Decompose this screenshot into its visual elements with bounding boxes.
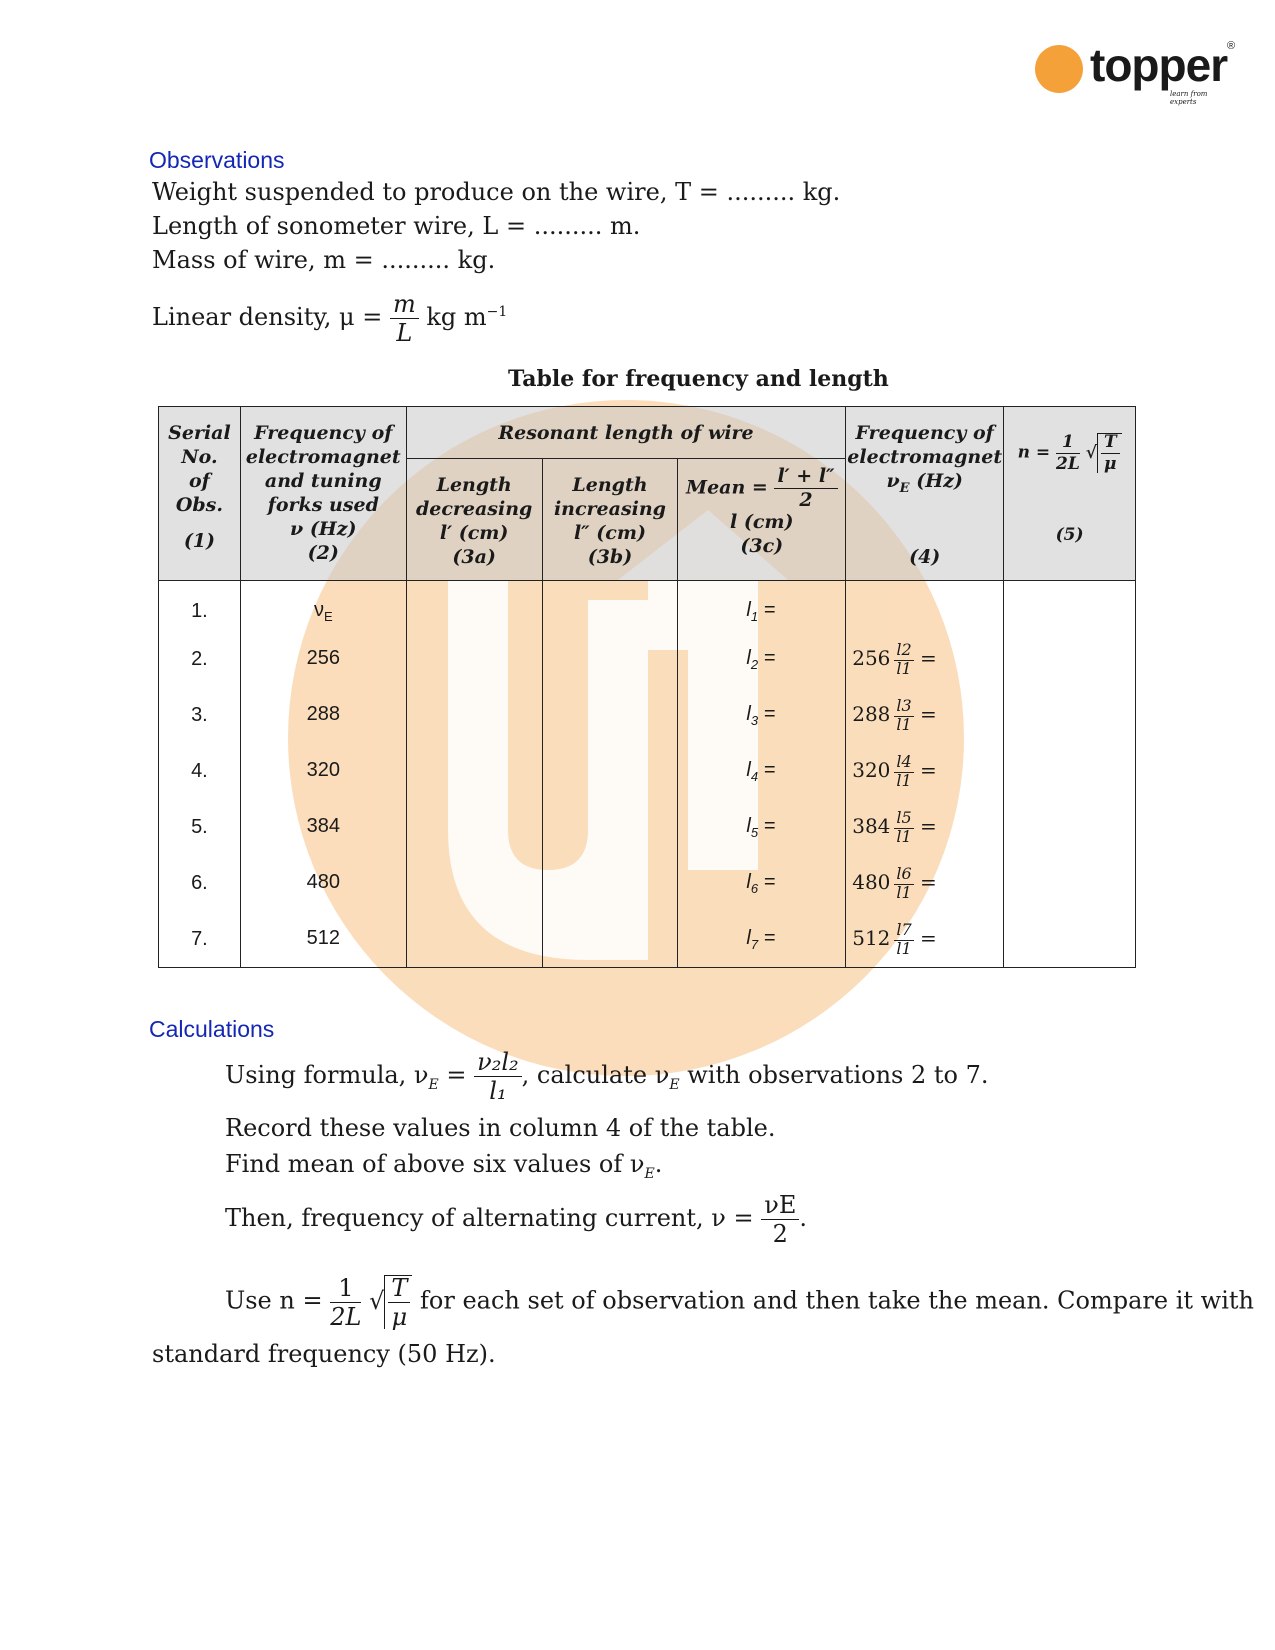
table-row bbox=[159, 581, 1136, 632]
header-dec-l2: decreasing bbox=[415, 498, 533, 520]
row-electromagnet-frequency: 384 $\frac{l5}{l1}$ = bbox=[846, 799, 1004, 855]
row-serial: 2. bbox=[159, 631, 241, 687]
header-inc-l2: increasing bbox=[553, 498, 666, 520]
header-fe-l2: electromagnet bbox=[847, 446, 1003, 468]
topper-logo bbox=[1035, 39, 1236, 106]
row-frequency bbox=[240, 581, 406, 632]
header-frequency bbox=[240, 407, 406, 581]
then-prefix: Then, frequency of alternating current, ν = bbox=[225, 1204, 754, 1232]
header-inc-l1: Length bbox=[572, 474, 648, 496]
calculations-heading: Calculations bbox=[149, 1016, 275, 1042]
header-dec-num: (3a) bbox=[452, 546, 496, 568]
row-length-increasing bbox=[542, 581, 678, 632]
row-l: l bbox=[746, 598, 751, 621]
row-n-value bbox=[1004, 631, 1136, 687]
row-ratio-den: l1 bbox=[896, 826, 912, 846]
then-num: νE bbox=[761, 1193, 799, 1220]
header-inc-num: (3b) bbox=[587, 546, 633, 568]
logo-registered-mark: ® bbox=[1227, 40, 1236, 52]
frequency-length-table bbox=[158, 406, 1136, 968]
row-fe-value: 288 bbox=[852, 701, 891, 726]
use-continuation: standard frequency (50 Hz). bbox=[152, 1340, 496, 1368]
formula-eq: = bbox=[446, 1061, 467, 1089]
header-n-frac bbox=[1056, 431, 1080, 474]
ac-frequency-line bbox=[225, 1193, 807, 1246]
row-length-decreasing bbox=[406, 687, 542, 743]
table-row bbox=[159, 799, 1136, 855]
formula-fraction bbox=[474, 1050, 522, 1103]
row-n-value bbox=[1004, 911, 1136, 968]
header-mean-unit: l (cm) bbox=[730, 511, 794, 533]
formula-line bbox=[225, 1050, 989, 1103]
row-ratio-den: l1 bbox=[896, 938, 912, 958]
then-end: . bbox=[799, 1204, 807, 1232]
density-unit: kg m bbox=[426, 303, 487, 331]
row-freq-value: 256 bbox=[306, 646, 340, 669]
header-serial-l4: Obs. bbox=[175, 494, 223, 516]
row-ratio bbox=[894, 639, 913, 678]
header-mean-den: 2 bbox=[799, 489, 813, 511]
row-serial: 5. bbox=[159, 799, 241, 855]
header-fe-nu: ν bbox=[886, 470, 900, 492]
row-ratio bbox=[894, 919, 913, 958]
density-prefix: Linear density, μ = bbox=[152, 303, 383, 331]
formula-den: l₁ bbox=[489, 1077, 507, 1105]
row-frequency bbox=[240, 855, 406, 911]
formula-suffix-b: with observations 2 to 7. bbox=[687, 1061, 989, 1089]
row-length-decreasing bbox=[406, 631, 542, 687]
row-l-sub: 7 bbox=[750, 936, 759, 952]
observations-heading: Observations bbox=[149, 147, 285, 173]
density-exp: −1 bbox=[486, 304, 508, 320]
formula-suffix-sub: E bbox=[669, 1076, 680, 1093]
header-n-sqrt: √ $\frac{T}{\mu}$ bbox=[1086, 433, 1122, 473]
header-serial-l3: of bbox=[188, 470, 210, 492]
row-length-decreasing bbox=[406, 799, 542, 855]
row-l-sub: 6 bbox=[750, 880, 759, 896]
header-serial-l2: No. bbox=[181, 446, 218, 468]
header-freq-l2: electromagnet bbox=[245, 446, 401, 468]
row-electromagnet-frequency: 256 $\frac{l2}{l1}$ = bbox=[846, 631, 1004, 687]
header-electromagnet-frequency bbox=[846, 407, 1004, 581]
row-fe-value: 256 bbox=[852, 645, 891, 670]
use-n-line bbox=[225, 1275, 1254, 1329]
row-n-value bbox=[1004, 855, 1136, 911]
row-freq-value: 480 bbox=[306, 870, 340, 893]
row-electromagnet-frequency bbox=[846, 581, 1004, 632]
use-num: 1 bbox=[330, 1276, 361, 1303]
row-ratio-den: l1 bbox=[896, 658, 912, 678]
formula-prefix: Using formula, ν bbox=[225, 1061, 429, 1089]
record-line: Record these values in column 4 of the table. bbox=[225, 1114, 776, 1142]
header-serial bbox=[159, 407, 241, 581]
table-row bbox=[159, 855, 1136, 911]
header-resonant-label: Resonant length of wire bbox=[498, 422, 754, 444]
row-length-increasing bbox=[542, 855, 678, 911]
row-n-value bbox=[1004, 743, 1136, 799]
header-n-formula bbox=[1004, 407, 1136, 581]
density-fraction bbox=[390, 292, 419, 345]
row-freq-sub: E bbox=[323, 608, 333, 624]
row-l: l bbox=[746, 758, 751, 781]
header-length-increasing bbox=[542, 459, 678, 581]
find-sub: E bbox=[644, 1165, 655, 1182]
row-l-sub: 5 bbox=[750, 824, 759, 840]
header-freq-l5: ν (Hz) bbox=[290, 518, 357, 540]
header-n-label: n = bbox=[1017, 442, 1051, 463]
header-n-num: 1 bbox=[1056, 434, 1080, 454]
header-n-rad-num: T bbox=[1101, 434, 1120, 454]
table-row bbox=[159, 687, 1136, 743]
row-l: l bbox=[746, 870, 751, 893]
row-electromagnet-frequency: 512 $\frac{l7}{l1}$ = bbox=[846, 911, 1004, 968]
table-row bbox=[159, 743, 1136, 799]
find-b: . bbox=[654, 1150, 663, 1178]
row-freq-value: ν bbox=[313, 598, 324, 621]
row-l-sub: 3 bbox=[750, 712, 759, 728]
use-prefix: Use n = bbox=[225, 1286, 323, 1315]
row-n-value bbox=[1004, 581, 1136, 632]
row-mean-length: $l_4$ = bbox=[678, 743, 846, 799]
logo-tagline: learn from experts bbox=[1170, 90, 1208, 106]
use-rad-num: T bbox=[388, 1276, 410, 1303]
row-freq-value: 512 bbox=[306, 926, 340, 949]
logo-badge-icon bbox=[1035, 45, 1083, 93]
row-ratio-num: l2 bbox=[896, 639, 912, 659]
header-freq-l1: Frequency of bbox=[254, 422, 393, 444]
row-fe-value: 512 bbox=[852, 925, 891, 950]
weight-line: Weight suspended to produce on the wire, T = ......... kg. bbox=[152, 178, 841, 206]
row-length-decreasing bbox=[406, 911, 542, 968]
table-title: Table for frequency and length bbox=[508, 366, 889, 392]
then-den: 2 bbox=[772, 1220, 788, 1248]
row-frequency bbox=[240, 631, 406, 687]
header-serial-l1: Serial bbox=[168, 422, 231, 444]
row-serial: 1. bbox=[159, 581, 241, 632]
find-a: Find mean of above six values of ν bbox=[225, 1150, 645, 1178]
row-length-increasing bbox=[542, 799, 678, 855]
header-n-rad-den: μ bbox=[1104, 454, 1117, 474]
table-row bbox=[159, 631, 1136, 687]
use-sqrt: √ $\frac{T}{\mu}$ bbox=[369, 1275, 412, 1329]
row-mean-length: $l_1$ = bbox=[678, 581, 846, 632]
header-mean-col: (3c) bbox=[740, 535, 784, 557]
row-mean-length: $l_3$ = bbox=[678, 687, 846, 743]
row-ratio-num: l3 bbox=[896, 695, 912, 715]
row-ratio-num: l6 bbox=[896, 863, 912, 883]
mass-line: Mass of wire, m = ......... kg. bbox=[152, 246, 496, 274]
find-mean-line bbox=[225, 1150, 662, 1182]
use-fraction bbox=[330, 1273, 362, 1331]
row-ratio-den: l1 bbox=[896, 714, 912, 734]
row-electromagnet-frequency: 288 $\frac{l3}{l1}$ = bbox=[846, 687, 1004, 743]
row-l: l bbox=[746, 646, 751, 669]
header-n-den: 2L bbox=[1056, 453, 1080, 474]
row-mean-length: $l_2$ = bbox=[678, 631, 846, 687]
row-l-sub: 1 bbox=[750, 608, 759, 624]
row-ratio bbox=[894, 751, 913, 790]
row-l: l bbox=[746, 926, 751, 949]
header-freq-num: (2) bbox=[307, 542, 339, 564]
row-ratio-num: l4 bbox=[896, 751, 912, 771]
header-fe-num: (4) bbox=[909, 545, 941, 568]
linear-density-line bbox=[152, 292, 507, 345]
row-length-increasing bbox=[542, 743, 678, 799]
row-frequency bbox=[240, 743, 406, 799]
row-length-decreasing bbox=[406, 855, 542, 911]
row-freq-value: 320 bbox=[306, 758, 340, 781]
formula-suffix-a: , calculate ν bbox=[521, 1061, 670, 1089]
header-mean-frac bbox=[774, 467, 837, 510]
header-resonant bbox=[406, 407, 845, 459]
row-fe-value: 320 bbox=[852, 757, 891, 782]
row-ratio bbox=[894, 863, 913, 902]
logo-text: topper bbox=[1090, 39, 1228, 91]
row-l: l bbox=[746, 702, 751, 725]
row-length-increasing bbox=[542, 911, 678, 968]
row-length-decreasing bbox=[406, 743, 542, 799]
header-fe-unit: (Hz) bbox=[916, 470, 963, 492]
row-l-sub: 2 bbox=[750, 656, 759, 672]
row-ratio-den: l1 bbox=[896, 770, 912, 790]
row-ratio-den: l1 bbox=[896, 882, 912, 902]
row-l: l bbox=[746, 814, 751, 837]
header-n-col: (5) bbox=[1055, 525, 1084, 545]
row-freq-value: 384 bbox=[306, 814, 340, 837]
row-ratio bbox=[894, 807, 913, 846]
row-ratio-num: l7 bbox=[896, 919, 912, 939]
use-suffix: for each set of observation and then take the mean. Compare it with bbox=[420, 1286, 1254, 1315]
header-mean bbox=[678, 459, 846, 581]
formula-num: ν₂l₂ bbox=[474, 1050, 522, 1077]
density-den: L bbox=[396, 319, 413, 347]
row-frequency bbox=[240, 911, 406, 968]
length-line: Length of sonometer wire, L = ......... m. bbox=[152, 212, 641, 240]
row-n-value bbox=[1004, 799, 1136, 855]
header-freq-l3: and tuning bbox=[264, 470, 382, 492]
row-fe-value: 480 bbox=[852, 869, 891, 894]
row-mean-length: $l_6$ = bbox=[678, 855, 846, 911]
row-freq-value: 288 bbox=[306, 702, 340, 725]
header-freq-l4: forks used bbox=[267, 494, 379, 516]
use-den: 2L bbox=[330, 1302, 362, 1331]
row-frequency bbox=[240, 799, 406, 855]
table-row bbox=[159, 911, 1136, 968]
row-mean-length: $l_7$ = bbox=[678, 911, 846, 968]
formula-prefix-sub: E bbox=[428, 1076, 439, 1093]
row-ratio bbox=[894, 695, 913, 734]
row-serial: 4. bbox=[159, 743, 241, 799]
row-frequency bbox=[240, 687, 406, 743]
header-dec-l3: l′ (cm) bbox=[439, 522, 509, 544]
use-rad-den: μ bbox=[391, 1303, 408, 1331]
header-fe-sub: E bbox=[899, 480, 910, 496]
row-n-value bbox=[1004, 687, 1136, 743]
row-mean-length: $l_5$ = bbox=[678, 799, 846, 855]
row-length-decreasing bbox=[406, 581, 542, 632]
row-electromagnet-frequency: 480 $\frac{l6}{l1}$ = bbox=[846, 855, 1004, 911]
row-serial: 7. bbox=[159, 911, 241, 968]
then-fraction bbox=[761, 1193, 799, 1246]
row-ratio-num: l5 bbox=[896, 807, 912, 827]
row-electromagnet-frequency: 320 $\frac{l4}{l1}$ = bbox=[846, 743, 1004, 799]
row-serial: 3. bbox=[159, 687, 241, 743]
row-l-sub: 4 bbox=[750, 768, 759, 784]
header-fe-l1: Frequency of bbox=[855, 422, 994, 444]
header-mean-num: l′ + l″ bbox=[774, 467, 837, 489]
header-length-decreasing bbox=[406, 459, 542, 581]
header-dec-l1: Length bbox=[436, 474, 512, 496]
row-length-increasing bbox=[542, 687, 678, 743]
header-mean-label: Mean = bbox=[686, 476, 768, 499]
row-length-increasing bbox=[542, 631, 678, 687]
row-serial: 6. bbox=[159, 855, 241, 911]
header-serial-num: (1) bbox=[183, 530, 216, 552]
density-num: m bbox=[390, 292, 419, 319]
row-fe-value: 384 bbox=[852, 813, 891, 838]
header-inc-l3: l″ (cm) bbox=[573, 522, 646, 544]
